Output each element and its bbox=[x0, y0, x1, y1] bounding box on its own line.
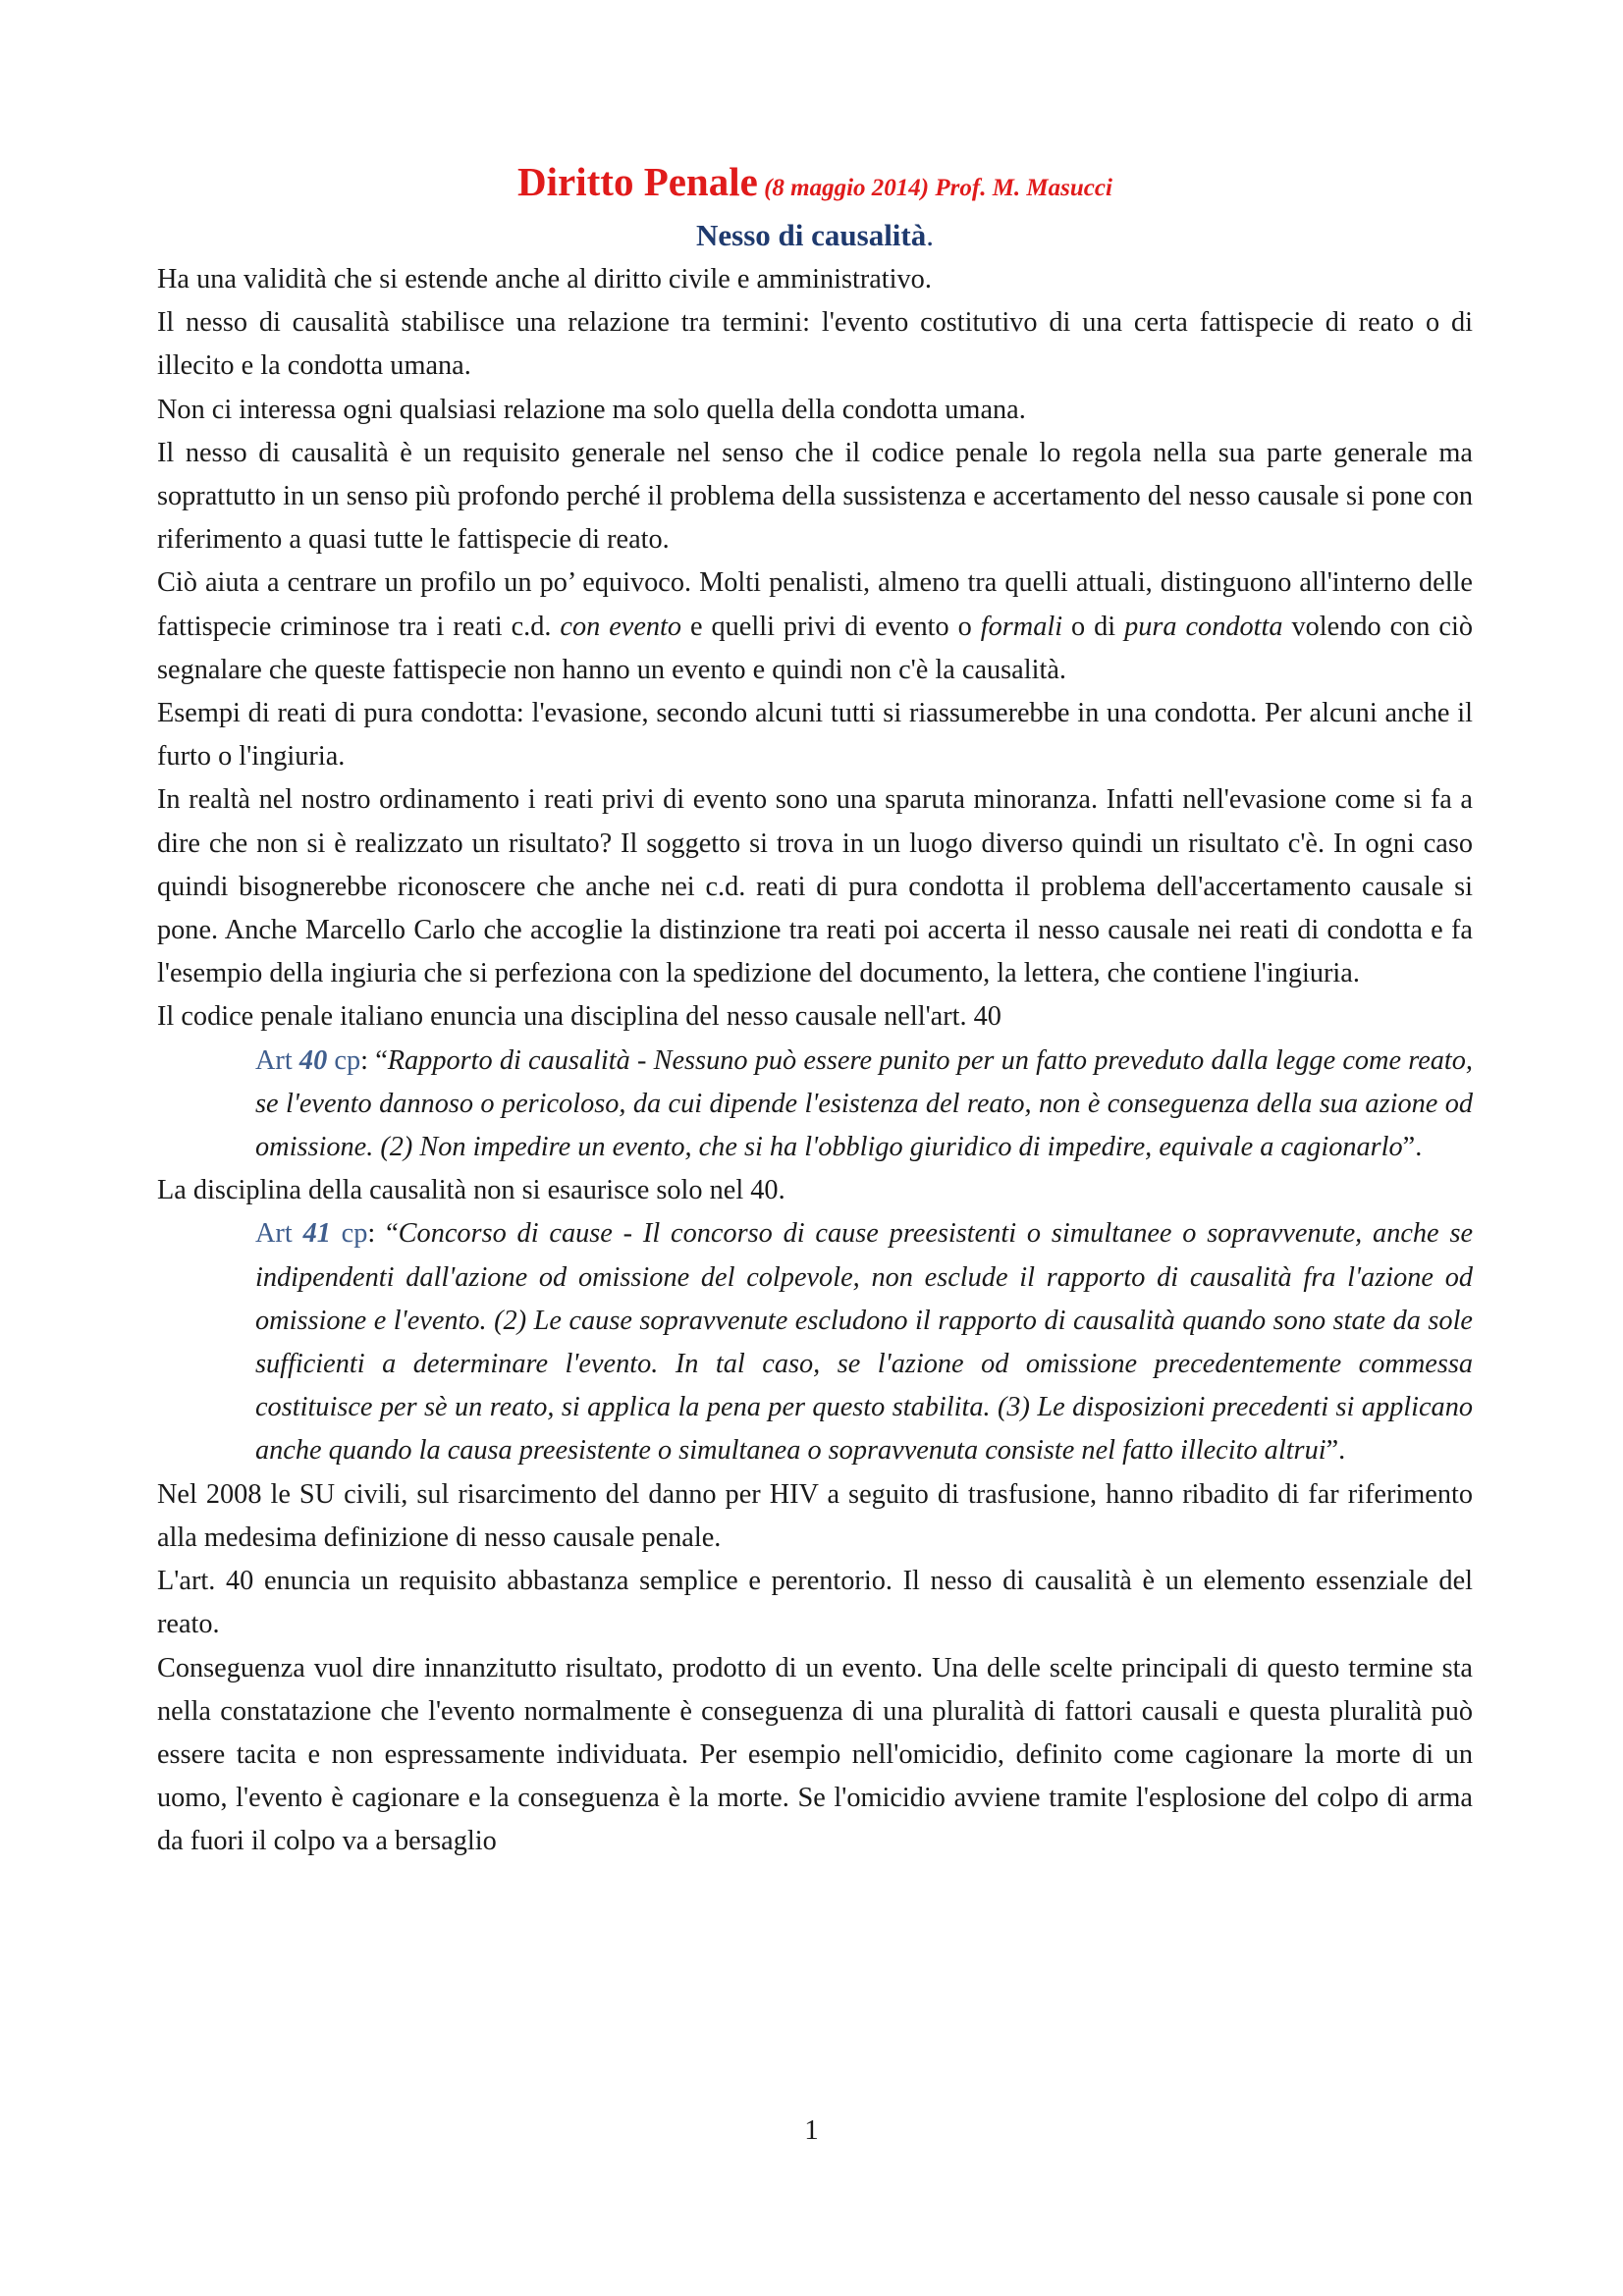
article-40-quote bbox=[255, 1040, 1473, 1170]
paragraph-5-part-d: volendo con ciò segnalare che queste fattispecie non hanno un evento e quindi non c'è la causalità. bbox=[157, 611, 1473, 685]
paragraph-5-part-c: o di bbox=[1062, 611, 1125, 642]
title-main: Diritto Penale bbox=[517, 159, 758, 204]
paragraph-8: Il codice penale italiano enuncia una disciplina del nesso causale nell'art. 40 bbox=[157, 1001, 1001, 1033]
document-body bbox=[157, 258, 1473, 1864]
article-40-open-quote: “ bbox=[375, 1044, 388, 1076]
document-header bbox=[157, 157, 1473, 256]
article-40-label: Art bbox=[255, 1044, 299, 1076]
article-40-close-quote: ”. bbox=[1402, 1132, 1423, 1163]
page-number: 1 bbox=[804, 2114, 819, 2146]
paragraph-4: Il nesso di causalità è un requisito generale nel senso che il codice penale lo regola nella sua parte generale ma soprattutto in un senso più profondo perché il problema della sussistenza e accertamento del nesso causale si pone con riferimento a quasi tutte le fattispecie di reato. bbox=[157, 437, 1473, 556]
paragraph-7: In realtà nel nostro ordinamento i reati privi di evento sono una sparuta minoranza. Infatti nell'evasione come si fa a dire che non si è realizzato un risultato? Il soggetto si trova in un luogo diverso quindi un risultato c'è. In ogni caso quindi bisognerebbe riconoscere che anche nei c.d. reati di pura condotta il problema dell'accertamento causale si pone. Anche Marcello Carlo che accoglie la distinzione tra reati poi accerta il nesso causale nei reati di condotta e fa l'esempio della ingiuria che si perfeziona con la spedizione del documento, la lettera, che contiene l'ingiuria. bbox=[157, 784, 1473, 989]
paragraph-3: Non ci interessa ogni qualsiasi relazione ma solo quella della condotta umana. bbox=[157, 394, 1026, 425]
article-40-suffix: cp bbox=[327, 1044, 361, 1076]
article-41-label: Art bbox=[255, 1218, 303, 1250]
article-41-suffix: cp bbox=[330, 1218, 368, 1250]
paragraph-12: Conseguenza vuol dire innanzitutto risultato, prodotto di un evento. Una delle scelte principali di questo termine sta nella constatazione che l'evento normalmente è conseguenza di una pluralità di fattori causali e questa pluralità può essere tacita e non espressamente individuata. Per esempio nell'omicidio, definito come cagionare la morte di un uomo, l'evento è cagionare e la conseguenza è la morte. Se l'omicidio avviene tramite l'esplosione del colpo di arma da fuori il colpo va a bersaglio bbox=[157, 1652, 1473, 1857]
paragraph-6: Esempi di reati di pura condotta: l'evasione, secondo alcuni tutti si riassumerebbe in una condotta. Per alcuni anche il furto o l'ingiuria. bbox=[157, 698, 1473, 773]
article-41-number: 41 bbox=[302, 1218, 331, 1250]
paragraph-5-part-a: Ciò aiuta a centrare un profilo un po’ equivoco. Molti penalisti, almeno tra quelli attuali, distinguono all'interno delle fattispecie criminose tra i reati c.d. bbox=[157, 567, 1473, 642]
title-subtitle-date-professor: (8 maggio 2014) Prof. M. Masucci bbox=[757, 175, 1112, 201]
article-41-close-quote: ”. bbox=[1325, 1435, 1346, 1467]
article-40-text: Rapporto di causalità - Nessuno può essere punito per un fatto preveduto dalla legge come reato, se l'evento dannoso o pericoloso, da cui dipende l'esistenza del reato, non è conseguenza della sua azione od omissione. (2) Non impedire un evento, che si ha l'obbligo giuridico di impedire, equivale a cagionarlo bbox=[255, 1044, 1473, 1163]
subtitle-text: Nesso di causalità bbox=[696, 218, 927, 252]
paragraph-10: Nel 2008 le SU civili, sul risarcimento del danno per HIV a seguito di trasfusione, hanno ribadito di far riferimento alla medesima definizione di nesso causale penale. bbox=[157, 1478, 1473, 1553]
paragraph-5-part-b: e quelli privi di evento o bbox=[681, 611, 981, 642]
article-40-colon: : bbox=[360, 1044, 376, 1076]
paragraph-9: La disciplina della causalità non si esaurisce solo nel 40. bbox=[157, 1175, 785, 1206]
article-41-colon: : bbox=[367, 1218, 387, 1250]
paragraph-5-italic-pura-condotta: pura condotta bbox=[1124, 611, 1283, 642]
subtitle-dot: . bbox=[926, 218, 934, 252]
paragraph-5 bbox=[157, 561, 1473, 692]
paragraph-5-italic-con-evento: con evento bbox=[560, 611, 682, 642]
paragraph-1: Ha una validità che si estende anche al diritto civile e amministrativo. bbox=[157, 264, 932, 294]
article-40-number: 40 bbox=[298, 1044, 328, 1076]
article-41-text: Concorso di cause - Il concorso di cause preesistenti o simultanee o sopravvenute, anche se indipendenti dall'azione od omissione del colpevole, non esclude il rapporto di causalità fra l'azione od omissione e l'evento. (2) Le cause sopravvenute escludono il rapporto di causalità quando sono state da sole sufficienti a determinare l'evento. In tal caso, se l'azione od omissione precedentemente commessa costituisce per sè un reato, si applica la pena per questo stabilita. (3) Le disposizioni precedenti si applicano anche quando la causa preesistente o simultanea o sopravvenuta consiste nel fatto illecito altrui bbox=[255, 1218, 1474, 1467]
paragraph-5-italic-formali: formali bbox=[980, 611, 1063, 642]
document-title bbox=[157, 157, 1473, 213]
article-41-quote bbox=[255, 1212, 1473, 1472]
paragraph-2: Il nesso di causalità stabilisce una relazione tra termini: l'evento costitutivo di una certa fattispecie di reato o di illecito e la condotta umana. bbox=[157, 307, 1473, 382]
paragraph-11: L'art. 40 enuncia un requisito abbastanza semplice e perentorio. Il nesso di causalità è un elemento essenziale del reato. bbox=[157, 1566, 1473, 1640]
section-subtitle bbox=[157, 215, 1473, 256]
article-41-open-quote: “ bbox=[386, 1218, 399, 1250]
